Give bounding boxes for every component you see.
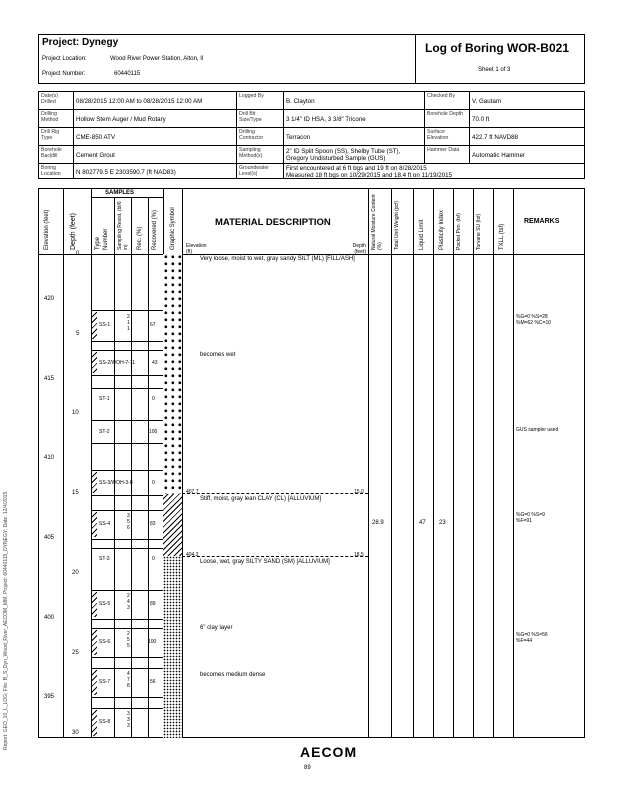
recovered-column-header: Recovered (%) [152, 209, 158, 250]
stratum-boundary [182, 493, 368, 494]
sample-id: SS-3/WOH-3-8 [99, 480, 133, 486]
contractor-value: Terracon [286, 134, 311, 141]
depth-value: 70.0 ft [472, 116, 490, 123]
sample-recovery: 0 [152, 480, 155, 486]
sample-recovery: 0 [152, 396, 155, 402]
sand-graphic [163, 556, 182, 738]
boring-location-value: N 802779.5 E 2303590.7 (ft NAD83) [76, 169, 176, 176]
elevation-value: 422.7 ft NAVD88 [472, 134, 518, 141]
depth-label: Borehole Depth [427, 111, 464, 117]
depth-tick: 15 [72, 490, 79, 496]
sampling-label: Sampling Method(s) [239, 147, 263, 159]
page-number: 89 [304, 765, 311, 771]
sample-row [91, 668, 163, 698]
boring-location-label: Boring Location [41, 165, 61, 177]
report-side-text: Report: GEO_10_L_LOG; File: B_S_Dyn_Wood_River_AECOM_MM; Project: 60440115_DYNEGY; Date: 12/4/2015 [3, 491, 9, 750]
groundwater-label: Groundwater Level(s) [239, 165, 269, 177]
sample-row [91, 708, 163, 737]
remark: %G=0 %S=9 %F=91 [516, 512, 545, 524]
sample-recovery: 100 [148, 639, 157, 645]
hammer-label: Hammer Data [427, 147, 460, 153]
material-description: Stiff, moist, gray lean CLAY (CL) [ALLUVIUM] [200, 496, 322, 502]
stratum-depth: 15.0 [354, 489, 364, 495]
sample-id: SS-1 [99, 322, 111, 328]
sample-row [91, 420, 163, 444]
sample-blows: 3 3 3 [127, 711, 130, 729]
checked-value: V. Gautam [472, 98, 502, 105]
log-title: Log of Boring WOR-B021 [425, 41, 569, 55]
location-label: Project Location: [42, 56, 87, 62]
rig-value: CME-850 ATV [76, 134, 116, 141]
samples-header: SAMPLES [105, 190, 135, 196]
stratum-boundary [182, 556, 368, 557]
depth-tick: 20 [72, 570, 79, 576]
hammer-value: Automatic Hammer [472, 152, 525, 159]
sample-blows: 2 1 1 [127, 314, 130, 332]
sample-id: SS-4 [99, 521, 111, 527]
material-description: Loose, wet, gray SILTY SAND (SM) [ALLUVIUM] [200, 559, 330, 565]
project-title: Project: Dynegy [42, 37, 119, 48]
material-description-header: MATERIAL DESCRIPTION [215, 217, 331, 228]
elevation-tick: 415 [44, 376, 55, 382]
bit-value: 3 1/4" ID HSA, 3 3/8" Tricone [286, 116, 366, 123]
aecom-logo: AECOM [300, 744, 358, 760]
sheet-number: Sheet 1 of 3 [478, 67, 511, 73]
sample-id: ST-2 [99, 429, 110, 435]
depth-tick: 30 [72, 730, 79, 736]
elevation-tick: 395 [44, 694, 55, 700]
depth-tick: 25 [72, 650, 79, 656]
backfill-value: Cement Grout [76, 152, 115, 159]
material-description: Very loose, moist to wet, gray sandy SILT (ML) [FILL/ASH] [200, 256, 355, 262]
fill-ash-graphic [163, 254, 183, 494]
remark: %G=0 %S=56 %F=44 [516, 632, 548, 644]
sample-recovery: 89 [150, 601, 156, 607]
sampling-value-2: Gregory Undisturbed Sample (GUS) [286, 155, 386, 162]
sample-recovery: 0 [152, 556, 155, 562]
checked-label: Checked By [427, 93, 455, 99]
sample-blows: 2 5 5 [127, 631, 130, 649]
pocket-pen-column-header: Pocket Pen. (tsf) [456, 213, 462, 250]
sample-recovery: 43 [152, 360, 158, 366]
sampling-value-1: 2" ID Split Spoon (SS), Shelby Tube (ST), [286, 148, 401, 155]
depth-column-header: Depth (feet) [70, 213, 77, 250]
liquid-limit-value: 47 [419, 520, 426, 526]
blows-column-header: Sampling Resist. (bl/6 in) [117, 201, 129, 250]
remarks-header: REMARKS [524, 218, 560, 225]
sample-row [91, 310, 163, 342]
material-depth-subheader: Depth (feet) [352, 243, 366, 255]
stratum-elevation: 404.2 [186, 552, 199, 558]
sample-recovery: 67 [150, 322, 156, 328]
sample-row [91, 628, 163, 658]
elevation-column-header: Elevation (feet) [44, 209, 50, 250]
location-value: Wood River Power Station, Alton, Il [110, 56, 204, 62]
sample-recovery: 100 [149, 429, 158, 435]
material-description: becomes medium dense [200, 672, 266, 678]
stratum-depth: 18.5 [354, 552, 364, 558]
contractor-label: Drilling Contractor [239, 129, 264, 141]
sample-row [91, 388, 163, 409]
sample-id: ST-3 [99, 556, 110, 562]
depth-tick: 0 [76, 251, 80, 257]
material-description: 6" clay layer [200, 625, 233, 631]
elevation-tick: 410 [44, 455, 55, 461]
sample-id: SS-6 [99, 639, 111, 645]
number-column-header: Number [103, 228, 109, 250]
elevation-tick: 405 [44, 535, 55, 541]
depth-tick: 5 [76, 331, 80, 337]
sample-id: SS-5 [99, 601, 111, 607]
elevation-tick: 420 [44, 296, 55, 302]
sample-id: SS-8 [99, 719, 111, 725]
sample-id: SS-2/WOH-7-11 [99, 360, 136, 366]
clay-graphic [163, 494, 182, 556]
sample-row [91, 548, 163, 569]
dates-value: 08/28/2015 12:00 AM to 08/28/2015 12:00 AM [76, 98, 203, 105]
remark: GUS sampler used [516, 427, 559, 433]
sample-row [91, 350, 163, 376]
sample-recovery: 56 [150, 679, 156, 685]
material-elevation-subheader: Elevation (ft) [186, 243, 207, 255]
liquid-limit-column-header: Liquid Limit [419, 219, 425, 250]
rig-label: Drill Rig Type [41, 129, 60, 141]
sample-blows: 2 4 3 [127, 593, 130, 611]
sample-id: ST-1 [99, 396, 110, 402]
bit-label: Drill Bit Size/Type [239, 111, 262, 123]
stratum-elevation: 407.7 [186, 489, 199, 495]
groundwater-value-2: Measured 18 ft bgs on 10/29/2015 and 18.4 ft on 11/19/2015 [286, 172, 453, 179]
backfill-label: Borehole Backfill [41, 147, 62, 159]
groundwater-value-1: First encountered at 6 ft bgs and 19 ft on 8/28/2015 [286, 165, 427, 172]
rec-column-header: Rec. (%) [137, 226, 143, 250]
remark: %G=0 %S=28 %M=62 %C=10 [516, 314, 552, 326]
elevation-tick: 400 [44, 615, 55, 621]
method-value: Hollow Stem Auger / Mud Rotary [76, 116, 166, 123]
logged-value: B. Clayton [286, 98, 315, 105]
moisture-column-header: Natural Moisture Content (%) [371, 194, 383, 250]
unit-weight-column-header: Total Unit Weight (pcf) [394, 200, 400, 250]
sample-row [91, 590, 163, 620]
project-number-label: Project Number: [42, 71, 86, 77]
moisture-value: 28.9 [372, 520, 384, 526]
plasticity-index-column-header: Plasticity Index [439, 209, 445, 250]
sample-blows: 3 5 6 [127, 513, 130, 531]
sample-row [91, 470, 163, 496]
dates-label: Date(s) Drilled [41, 93, 59, 105]
plasticity-index-value: 23 [439, 520, 446, 526]
sample-row [91, 510, 163, 540]
elevation-label: Surface Elevation [427, 129, 449, 141]
txll-column-header: TXLL (tsf) [499, 223, 505, 250]
logged-label: Logged By [239, 93, 264, 99]
sample-id: SS-7 [99, 679, 111, 685]
project-number-value: 60440115 [114, 71, 141, 77]
graphic-column-header: Graphic Symbol [170, 207, 176, 250]
type-column-header: Type [95, 236, 101, 250]
method-label: Drilling Method [41, 111, 59, 123]
depth-tick: 10 [72, 410, 79, 416]
torvane-column-header: Torvane SU (tsf) [476, 213, 482, 250]
material-description: becomes wet [200, 352, 236, 358]
sample-recovery: 83 [150, 521, 156, 527]
sample-blows: 4 7 8 [127, 671, 130, 689]
